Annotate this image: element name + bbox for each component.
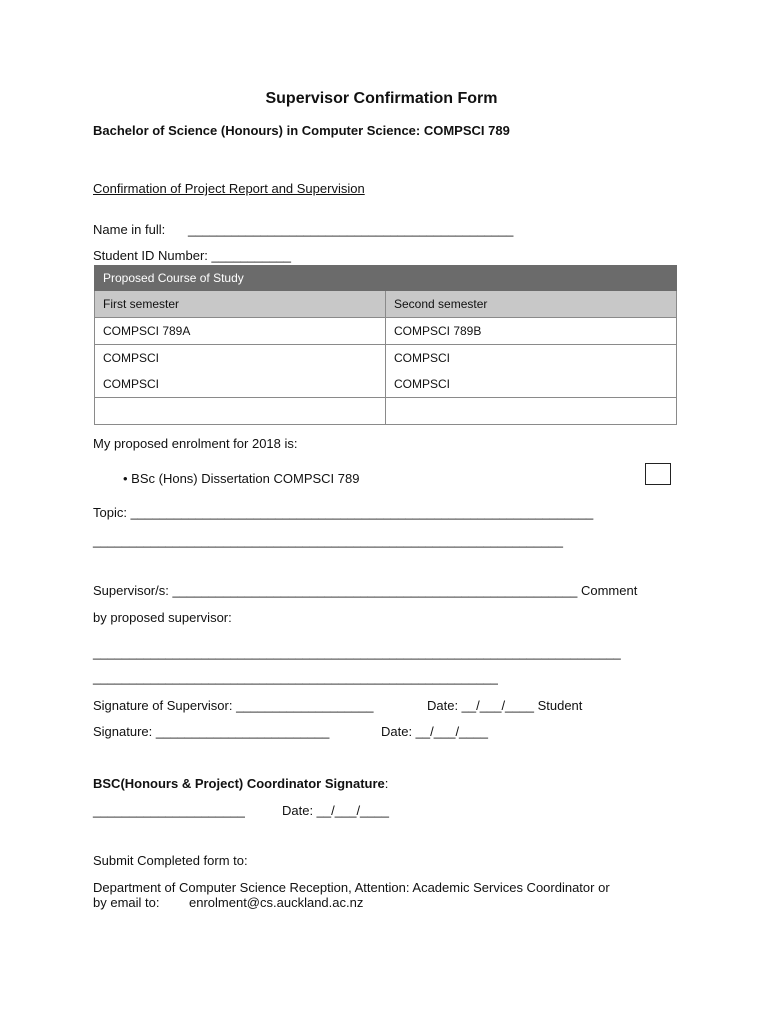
section-heading: Confirmation of Project Report and Supervision [93, 181, 365, 196]
submit-label: Submit Completed form to: [93, 853, 248, 868]
table-row [95, 345, 677, 398]
table-cell[interactable] [95, 345, 386, 398]
student-id-field[interactable]: Student ID Number: ___________ [93, 248, 292, 263]
coordinator-heading [93, 776, 388, 792]
comment-field[interactable]: _________________________________________________________________________ [93, 645, 621, 660]
comment-label: by proposed supervisor: [93, 610, 232, 625]
student-date-field[interactable]: Date: __/___/____ [381, 724, 488, 739]
supervisor-signature-field[interactable]: Signature of Supervisor: ___________________ [93, 698, 374, 713]
course-table-subheader-row [95, 291, 677, 318]
cell-line: COMPSCI [103, 377, 160, 391]
course-table-header: Proposed Course of Study [95, 266, 677, 291]
col-first-semester: First semester [95, 291, 386, 318]
form-title: Supervisor Confirmation Form [265, 90, 498, 107]
cell-line: COMPSCI [394, 351, 451, 365]
name-label: Name in full: [93, 222, 166, 237]
supervisor-date-field[interactable]: Date: __/___/____ Student [427, 698, 583, 713]
coordinator-colon: : [384, 776, 389, 791]
submit-email[interactable]: enrolment@cs.auckland.ac.nz [189, 895, 364, 910]
submit-department: Department of Computer Science Reception, Attention: Academic Services Coordinator or [93, 880, 610, 895]
course-table [94, 265, 677, 425]
supervisor-field[interactable]: Supervisor/s: ________________________________________________________ Comment [93, 583, 638, 598]
table-cell[interactable] [386, 398, 677, 425]
coordinator-signature-field[interactable]: _____________________ [93, 803, 245, 818]
table-cell[interactable]: COMPSCI 789A [95, 318, 386, 345]
topic-field[interactable]: Topic: ________________________________________________________________ [93, 505, 594, 520]
cell-line: COMPSCI [394, 377, 451, 391]
table-cell[interactable]: COMPSCI 789B [386, 318, 677, 345]
coordinator-label: BSC(Honours & Project) Coordinator Signature [93, 776, 385, 791]
table-cell[interactable] [386, 345, 677, 398]
col-second-semester: Second semester [386, 291, 677, 318]
submit-email-prefix: by email to: [93, 895, 160, 910]
coordinator-date-field[interactable]: Date: __/___/____ [282, 803, 389, 818]
enrolment-option: • BSc (Hons) Dissertation COMPSCI 789 [123, 471, 360, 486]
comment-field-continued[interactable]: ________________________________________________________ [93, 670, 498, 685]
cell-line: COMPSCI [103, 351, 160, 365]
topic-field-continued[interactable]: _________________________________________________________________ [93, 533, 563, 548]
name-field[interactable]: _____________________________________________ [188, 222, 514, 237]
enrolment-checkbox[interactable] [645, 463, 671, 485]
course-table-header-row [95, 266, 677, 291]
table-row [95, 318, 677, 345]
form-subtitle: Bachelor of Science (Honours) in Computer Science: COMPSCI 789 [93, 123, 510, 138]
student-signature-field[interactable]: Signature: ________________________ [93, 724, 330, 739]
table-row [95, 398, 677, 425]
enrolment-label: My proposed enrolment for 2018 is: [93, 436, 298, 451]
table-cell[interactable] [95, 398, 386, 425]
